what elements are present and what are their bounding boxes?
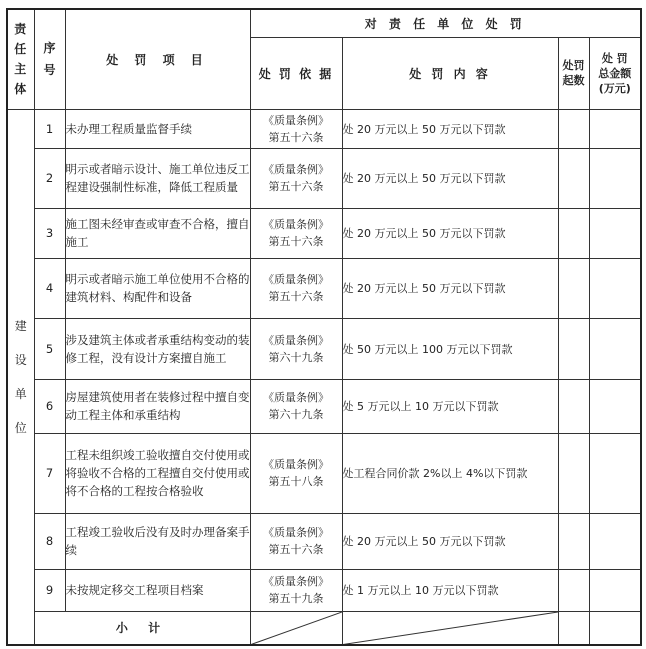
- header-sequence: 序 号: [34, 9, 65, 109]
- row-start-count: [558, 208, 589, 258]
- row-content: 处 20 万元以上 50 万元以下罚款: [342, 109, 558, 148]
- row-start-count: [558, 513, 589, 569]
- row-item: 未按规定移交工程项目档案: [65, 569, 250, 611]
- penalty-table: [6, 8, 642, 646]
- subtotal-total-amount: [589, 611, 641, 645]
- table-row: [7, 379, 641, 433]
- row-start-count: [558, 569, 589, 611]
- subtotal-content-blank: [342, 611, 558, 645]
- row-total-amount: [589, 569, 641, 611]
- row-item: 涉及建筑主体或者承重结构变动的装修工程，没有设计方案擅自施工: [65, 318, 250, 379]
- row-content: 处 20 万元以上 50 万元以下罚款: [342, 148, 558, 208]
- table-row: [7, 513, 641, 569]
- header-penalty-total: 处 罚 总金额 (万元): [589, 37, 641, 109]
- row-item: 施工图未经审查或审查不合格，擅自施工: [65, 208, 250, 258]
- row-number: 3: [34, 208, 65, 258]
- table-row: [7, 148, 641, 208]
- row-total-amount: [589, 208, 641, 258]
- row-start-count: [558, 148, 589, 208]
- header-penalty-start: 处罚 起数: [558, 37, 589, 109]
- row-content: 处 1 万元以上 10 万元以下罚款: [342, 569, 558, 611]
- row-total-amount: [589, 148, 641, 208]
- row-basis: 《质量条例》 第五十六条: [250, 513, 342, 569]
- row-start-count: [558, 109, 589, 148]
- row-number: 2: [34, 148, 65, 208]
- row-start-count: [558, 258, 589, 318]
- table-row: [7, 318, 641, 379]
- row-total-amount: [589, 513, 641, 569]
- subtotal-label: 小 计: [34, 611, 250, 645]
- header-penalty-item: 处 罚 项 目: [65, 9, 250, 109]
- subtotal-start-count: [558, 611, 589, 645]
- row-content: 处 50 万元以上 100 万元以下罚款: [342, 318, 558, 379]
- table-row: [7, 433, 641, 513]
- row-item: 未办理工程质量监督手续: [65, 109, 250, 148]
- row-total-amount: [589, 109, 641, 148]
- table-row: [7, 109, 641, 148]
- row-start-count: [558, 433, 589, 513]
- row-total-amount: [589, 379, 641, 433]
- row-start-count: [558, 318, 589, 379]
- row-item: 明示或者暗示设计、施工单位违反工程建设强制性标准，降低工程质量: [65, 148, 250, 208]
- table-row: [7, 258, 641, 318]
- subject-construction-unit: 建 设 单 位: [7, 109, 34, 645]
- row-number: 9: [34, 569, 65, 611]
- row-number: 8: [34, 513, 65, 569]
- row-basis: 《质量条例》 第五十九条: [250, 569, 342, 611]
- table-row: [7, 208, 641, 258]
- subtotal-row: [7, 611, 641, 645]
- row-basis: 《质量条例》 第五十六条: [250, 258, 342, 318]
- row-basis: 《质量条例》 第六十九条: [250, 318, 342, 379]
- header-penalty-basis: 处 罚 依 据: [250, 37, 342, 109]
- diagonal-line: [251, 612, 342, 645]
- row-content: 处 20 万元以上 50 万元以下罚款: [342, 513, 558, 569]
- header-responsible-subject: 责 任 主 体: [7, 9, 34, 109]
- row-content: 处 20 万元以上 50 万元以下罚款: [342, 208, 558, 258]
- row-number: 1: [34, 109, 65, 148]
- header-penalty-content: 处 罚 内 容: [342, 37, 558, 109]
- table-row: [7, 569, 641, 611]
- row-total-amount: [589, 258, 641, 318]
- row-item: 房屋建筑使用者在装修过程中擅自变动工程主体和承重结构: [65, 379, 250, 433]
- row-basis: 《质量条例》 第五十六条: [250, 208, 342, 258]
- row-number: 7: [34, 433, 65, 513]
- row-content: 处工程合同价款 2%以上 4%以下罚款: [342, 433, 558, 513]
- row-basis: 《质量条例》 第五十八条: [250, 433, 342, 513]
- row-item: 明示或者暗示施工单位使用不合格的建筑材料、构配件和设备: [65, 258, 250, 318]
- row-basis: 《质量条例》 第五十六条: [250, 148, 342, 208]
- row-basis: 《质量条例》 第六十九条: [250, 379, 342, 433]
- row-basis: 《质量条例》 第五十六条: [250, 109, 342, 148]
- row-content: 处 20 万元以上 50 万元以下罚款: [342, 258, 558, 318]
- row-total-amount: [589, 433, 641, 513]
- header-unit-penalty: 对 责 任 单 位 处 罚: [250, 9, 641, 37]
- row-content: 处 5 万元以上 10 万元以下罚款: [342, 379, 558, 433]
- row-number: 4: [34, 258, 65, 318]
- row-total-amount: [589, 318, 641, 379]
- row-item: 工程竣工验收后没有及时办理备案手续: [65, 513, 250, 569]
- row-number: 6: [34, 379, 65, 433]
- row-start-count: [558, 379, 589, 433]
- subtotal-basis-blank: [250, 611, 342, 645]
- diagonal-line: [343, 612, 558, 645]
- row-item: 工程未组织竣工验收擅自交付使用或将验收不合格的工程擅自交付使用或将不合格的工程按合格验收: [65, 433, 250, 513]
- row-number: 5: [34, 318, 65, 379]
